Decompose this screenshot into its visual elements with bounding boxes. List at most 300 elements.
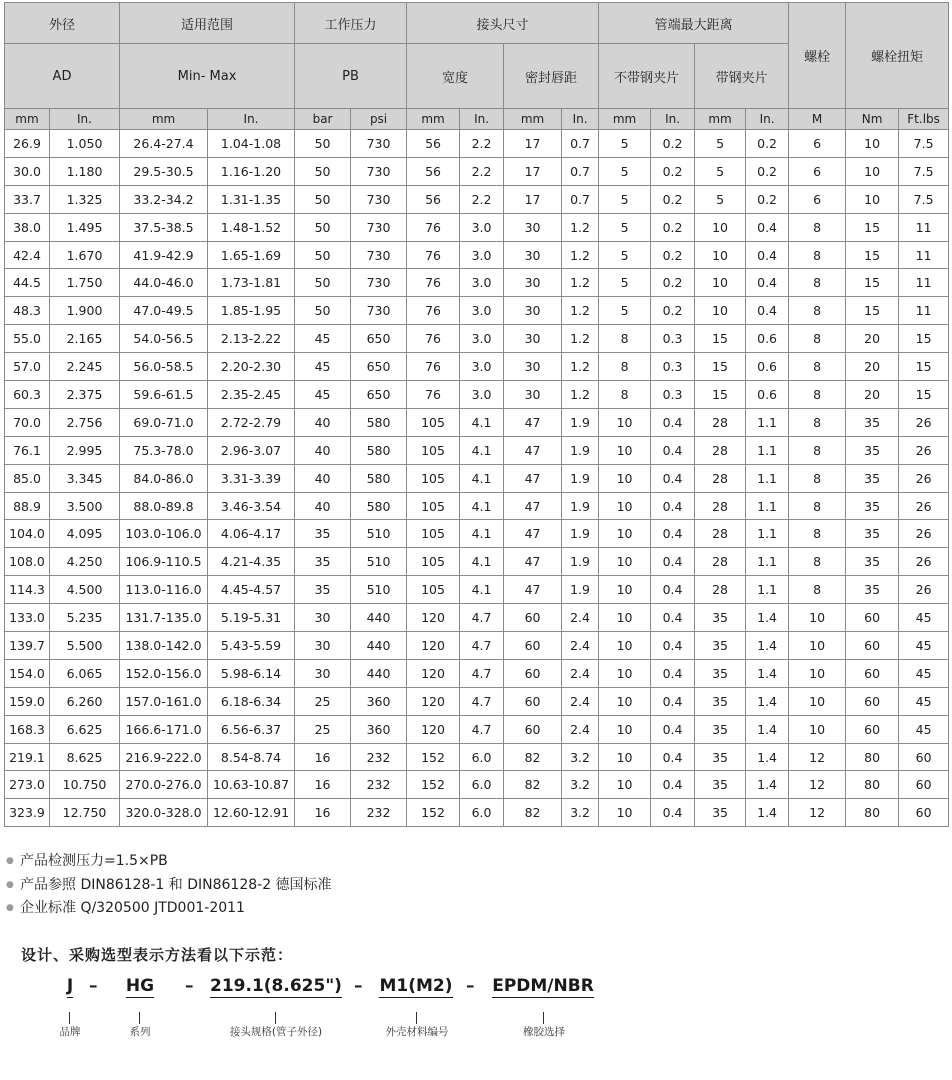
table-cell: 5 (599, 213, 651, 241)
table-cell: 47 (504, 464, 562, 492)
code-separator: – (354, 976, 363, 996)
table-cell: 4.45-4.57 (208, 576, 295, 604)
header-size: 接头尺寸 (407, 3, 599, 44)
table-cell: 60 (846, 687, 899, 715)
table-cell: 12.750 (50, 799, 120, 827)
table-cell: 273.0 (5, 771, 50, 799)
table-cell: 40 (295, 464, 351, 492)
table-cell: 0.4 (651, 659, 695, 687)
table-cell: 10 (789, 715, 846, 743)
table-cell: 323.9 (5, 799, 50, 827)
unit-header: mm (504, 109, 562, 130)
header-torque: 螺栓扭矩 (846, 3, 949, 109)
table-cell: 8.54-8.74 (208, 743, 295, 771)
table-cell: 6.0 (460, 743, 504, 771)
table-cell: 15 (695, 325, 746, 353)
table-cell: 0.4 (651, 632, 695, 660)
table-cell: 45 (899, 632, 949, 660)
table-cell: 1.9 (562, 464, 599, 492)
table-cell: 17 (504, 185, 562, 213)
spec-table (4, 2, 949, 827)
table-cell: 1.1 (746, 492, 789, 520)
table-cell: 15 (899, 381, 949, 409)
table-cell: 80 (846, 743, 899, 771)
table-cell: 60 (899, 771, 949, 799)
table-cell: 35 (846, 408, 899, 436)
table-cell: 5 (599, 185, 651, 213)
table-cell: 1.9 (562, 408, 599, 436)
table-cell: 26 (899, 576, 949, 604)
table-cell: 35 (846, 548, 899, 576)
table-cell: 8 (789, 297, 846, 325)
table-cell: 113.0-116.0 (120, 576, 208, 604)
pointer-tick (543, 1012, 544, 1024)
table-cell: 730 (351, 157, 407, 185)
table-cell: 0.3 (651, 353, 695, 381)
table-cell: 320.0-328.0 (120, 799, 208, 827)
table-cell: 5 (599, 241, 651, 269)
table-cell: 0.2 (651, 185, 695, 213)
table-cell: 8 (789, 408, 846, 436)
table-cell: 2.4 (562, 632, 599, 660)
table-cell: 1.1 (746, 464, 789, 492)
table-cell: 45 (295, 381, 351, 409)
note-item (6, 874, 332, 898)
ordering-code (0, 976, 952, 1046)
table-cell: 10.750 (50, 771, 120, 799)
table-cell: 440 (351, 632, 407, 660)
table-row (5, 381, 949, 409)
table-cell: 120 (407, 659, 460, 687)
table-cell: 219.1 (5, 743, 50, 771)
table-cell: 6 (789, 185, 846, 213)
table-cell: 216.9-222.0 (120, 743, 208, 771)
table-cell: 2.72-2.79 (208, 408, 295, 436)
table-cell: 10 (599, 464, 651, 492)
table-cell: 8 (789, 381, 846, 409)
table-cell: 3.0 (460, 269, 504, 297)
table-cell: 105 (407, 492, 460, 520)
table-cell: 0.2 (651, 269, 695, 297)
table-cell: 10 (599, 492, 651, 520)
table-cell: 1.9 (562, 576, 599, 604)
table-cell: 56 (407, 130, 460, 158)
table-cell: 8 (599, 325, 651, 353)
table-cell: 88.9 (5, 492, 50, 520)
table-cell: 2.96-3.07 (208, 436, 295, 464)
table-cell: 60 (504, 632, 562, 660)
table-cell: 35 (695, 604, 746, 632)
table-cell: 50 (295, 297, 351, 325)
table-cell: 55.0 (5, 325, 50, 353)
table-cell: 56.0-58.5 (120, 353, 208, 381)
table-cell: 650 (351, 381, 407, 409)
table-row (5, 464, 949, 492)
table-cell: 45 (295, 325, 351, 353)
table-cell: 4.1 (460, 492, 504, 520)
table-cell: 40 (295, 436, 351, 464)
table-cell: 3.0 (460, 353, 504, 381)
table-cell: 138.0-142.0 (120, 632, 208, 660)
table-cell: 35 (295, 548, 351, 576)
code-segment-series: HG (125, 976, 155, 996)
table-cell: 15 (899, 325, 949, 353)
table-cell: 1.325 (50, 185, 120, 213)
table-row (5, 520, 949, 548)
table-cell: 76 (407, 213, 460, 241)
table-cell: 33.2-34.2 (120, 185, 208, 213)
table-cell: 5.500 (50, 632, 120, 660)
table-cell: 5 (599, 157, 651, 185)
table-cell: 1.1 (746, 408, 789, 436)
header-pressure: 工作压力 (295, 3, 407, 44)
subheader-range: Min- Max (120, 44, 295, 109)
table-cell: 159.0 (5, 687, 50, 715)
table-cell: 1.050 (50, 130, 120, 158)
table-row (5, 157, 949, 185)
table-cell: 60 (846, 659, 899, 687)
table-cell: 3.0 (460, 297, 504, 325)
table-cell: 50 (295, 130, 351, 158)
table-cell: 28 (695, 520, 746, 548)
table-cell: 0.4 (651, 576, 695, 604)
table-cell: 59.6-61.5 (120, 381, 208, 409)
table-cell: 47 (504, 492, 562, 520)
table-row (5, 632, 949, 660)
table-cell: 10 (695, 297, 746, 325)
table-cell: 10 (695, 241, 746, 269)
table-cell: 30 (504, 325, 562, 353)
code-separator: – (466, 976, 475, 996)
table-cell: 1.85-1.95 (208, 297, 295, 325)
table-cell: 114.3 (5, 576, 50, 604)
table-cell: 28 (695, 436, 746, 464)
table-cell: 10 (599, 408, 651, 436)
table-cell: 28 (695, 464, 746, 492)
table-cell: 4.1 (460, 548, 504, 576)
table-row (5, 436, 949, 464)
table-cell: 232 (351, 799, 407, 827)
table-cell: 10 (599, 771, 651, 799)
note-text: 产品检测压力=1.5×PB (20, 853, 168, 869)
table-cell: 5 (695, 130, 746, 158)
table-cell: 35 (846, 464, 899, 492)
table-cell: 4.7 (460, 604, 504, 632)
table-cell: 26 (899, 436, 949, 464)
table-cell: 730 (351, 213, 407, 241)
table-cell: 8 (789, 576, 846, 604)
table-cell: 10 (599, 799, 651, 827)
table-cell: 2.375 (50, 381, 120, 409)
unit-header: bar (295, 109, 351, 130)
table-cell: 1.1 (746, 520, 789, 548)
table-cell: 38.0 (5, 213, 50, 241)
caption-series: 系列 (129, 1026, 151, 1038)
table-cell: 510 (351, 548, 407, 576)
table-cell: 1.2 (562, 353, 599, 381)
table-cell: 20 (846, 381, 899, 409)
table-cell: 0.7 (562, 130, 599, 158)
table-cell: 1.900 (50, 297, 120, 325)
table-cell: 6 (789, 130, 846, 158)
table-cell: 0.4 (651, 548, 695, 576)
table-row (5, 297, 949, 325)
table-cell: 60 (504, 715, 562, 743)
table-cell: 152.0-156.0 (120, 659, 208, 687)
table-cell: 30 (504, 241, 562, 269)
table-cell: 730 (351, 269, 407, 297)
table-cell: 60 (846, 604, 899, 632)
table-cell: 1.1 (746, 576, 789, 604)
table-cell: 1.9 (562, 492, 599, 520)
table-cell: 6.0 (460, 799, 504, 827)
table-cell: 60 (504, 659, 562, 687)
table-cell: 4.7 (460, 659, 504, 687)
table-cell: 1.9 (562, 520, 599, 548)
code-segment-material: M1(M2) (379, 976, 453, 996)
table-cell: 8 (789, 213, 846, 241)
table-cell: 35 (295, 520, 351, 548)
table-cell: 1.48-1.52 (208, 213, 295, 241)
unit-header: Nm (846, 109, 899, 130)
table-cell: 1.2 (562, 241, 599, 269)
subheader-od: AD (5, 44, 120, 109)
table-cell: 12 (789, 743, 846, 771)
table-cell: 3.0 (460, 381, 504, 409)
table-cell: 12 (789, 799, 846, 827)
table-cell: 270.0-276.0 (120, 771, 208, 799)
subheader-with-steel: 带钢夹片 (695, 44, 789, 109)
caption-brand: 品牌 (59, 1026, 81, 1038)
table-cell: 50 (295, 241, 351, 269)
table-cell: 0.4 (746, 213, 789, 241)
table-row (5, 548, 949, 576)
unit-header: In. (651, 109, 695, 130)
table-cell: 28 (695, 576, 746, 604)
table-cell: 70.0 (5, 408, 50, 436)
table-cell: 0.3 (651, 381, 695, 409)
table-cell: 47 (504, 576, 562, 604)
table-cell: 80 (846, 799, 899, 827)
table-cell: 120 (407, 687, 460, 715)
table-cell: 40 (295, 492, 351, 520)
table-cell: 26 (899, 464, 949, 492)
table-cell: 108.0 (5, 548, 50, 576)
table-cell: 6.625 (50, 715, 120, 743)
table-cell: 4.250 (50, 548, 120, 576)
table-cell: 2.165 (50, 325, 120, 353)
table-cell: 510 (351, 576, 407, 604)
table-cell: 26 (899, 548, 949, 576)
table-cell: 6.0 (460, 771, 504, 799)
table-cell: 26 (899, 408, 949, 436)
table-cell: 57.0 (5, 353, 50, 381)
table-cell: 1.4 (746, 659, 789, 687)
subheader-seal: 密封唇距 (504, 44, 599, 109)
table-cell: 4.7 (460, 715, 504, 743)
table-cell: 56 (407, 157, 460, 185)
table-cell: 26.4-27.4 (120, 130, 208, 158)
table-cell: 8 (789, 269, 846, 297)
table-cell: 139.7 (5, 632, 50, 660)
table-cell: 6.56-6.37 (208, 715, 295, 743)
table-cell: 4.1 (460, 576, 504, 604)
table-cell: 0.2 (746, 130, 789, 158)
table-cell: 17 (504, 130, 562, 158)
table-cell: 2.4 (562, 659, 599, 687)
table-cell: 1.9 (562, 436, 599, 464)
table-cell: 2.4 (562, 604, 599, 632)
bullet-icon: ● (6, 856, 14, 866)
table-cell: 0.2 (651, 130, 695, 158)
table-cell: 0.4 (651, 715, 695, 743)
table-cell: 580 (351, 436, 407, 464)
table-cell: 0.4 (651, 436, 695, 464)
table-cell: 42.4 (5, 241, 50, 269)
table-cell: 105 (407, 464, 460, 492)
table-cell: 2.13-2.22 (208, 325, 295, 353)
table-cell: 105 (407, 576, 460, 604)
unit-header: In. (460, 109, 504, 130)
table-cell: 15 (846, 297, 899, 325)
table-cell: 0.4 (651, 464, 695, 492)
unit-header: mm (695, 109, 746, 130)
table-cell: 10 (695, 269, 746, 297)
table-cell: 105 (407, 436, 460, 464)
table-cell: 6.065 (50, 659, 120, 687)
table-cell: 650 (351, 353, 407, 381)
table-cell: 105 (407, 520, 460, 548)
table-cell: 104.0 (5, 520, 50, 548)
table-cell: 76 (407, 353, 460, 381)
pointer-tick (275, 1012, 276, 1024)
table-cell: 3.0 (460, 241, 504, 269)
table-cell: 360 (351, 715, 407, 743)
table-cell: 232 (351, 743, 407, 771)
table-cell: 1.180 (50, 157, 120, 185)
table-cell: 0.3 (651, 325, 695, 353)
table-cell: 11 (899, 297, 949, 325)
unit-header: mm (120, 109, 208, 130)
table-cell: 26.9 (5, 130, 50, 158)
unit-header: Ft.lbs (899, 109, 949, 130)
table-cell: 45 (295, 353, 351, 381)
table-cell: 47 (504, 548, 562, 576)
table-cell: 10 (789, 632, 846, 660)
caption-material: 外壳材料编号 (385, 1026, 449, 1038)
unit-header: In. (208, 109, 295, 130)
table-cell: 10 (599, 576, 651, 604)
unit-header: mm (407, 109, 460, 130)
table-cell: 730 (351, 297, 407, 325)
table-cell: 8 (789, 464, 846, 492)
table-cell: 29.5-30.5 (120, 157, 208, 185)
code-segment-size: 219.1(8.625") (210, 976, 342, 996)
table-cell: 40 (295, 408, 351, 436)
table-cell: 4.1 (460, 464, 504, 492)
table-cell: 5 (599, 130, 651, 158)
table-cell: 45 (899, 604, 949, 632)
table-row (5, 604, 949, 632)
table-row (5, 715, 949, 743)
table-cell: 3.2 (562, 771, 599, 799)
table-cell: 30 (504, 269, 562, 297)
table-cell: 26 (899, 492, 949, 520)
table-cell: 11 (899, 241, 949, 269)
table-cell: 50 (295, 269, 351, 297)
caption-size: 接头规格(管子外径) (229, 1026, 323, 1038)
table-cell: 26 (899, 520, 949, 548)
table-row (5, 799, 949, 827)
table-cell: 76 (407, 269, 460, 297)
table-row (5, 185, 949, 213)
table-cell: 3.0 (460, 213, 504, 241)
table-cell: 35 (846, 576, 899, 604)
table-row (5, 576, 949, 604)
table-cell: 10 (599, 715, 651, 743)
note-text: 产品参照 DIN86128-1 和 DIN86128-2 德国标准 (20, 876, 332, 893)
table-cell: 82 (504, 771, 562, 799)
table-cell: 10 (599, 520, 651, 548)
table-cell: 440 (351, 604, 407, 632)
table-cell: 28 (695, 548, 746, 576)
table-cell: 1.2 (562, 325, 599, 353)
header-gap: 管端最大距离 (599, 3, 789, 44)
table-cell: 35 (695, 715, 746, 743)
table-cell: 1.2 (562, 381, 599, 409)
table-cell: 131.7-135.0 (120, 604, 208, 632)
table-cell: 60.3 (5, 381, 50, 409)
table-cell: 41.9-42.9 (120, 241, 208, 269)
table-cell: 10.63-10.87 (208, 771, 295, 799)
table-cell: 69.0-71.0 (120, 408, 208, 436)
table-cell: 1.4 (746, 771, 789, 799)
table-cell: 35 (695, 771, 746, 799)
table-cell: 1.1 (746, 436, 789, 464)
table-cell: 15 (846, 269, 899, 297)
table-cell: 1.2 (562, 297, 599, 325)
table-cell: 76 (407, 241, 460, 269)
table-cell: 0.2 (746, 185, 789, 213)
table-cell: 15 (899, 353, 949, 381)
table-cell: 5 (695, 157, 746, 185)
table-cell: 3.0 (460, 325, 504, 353)
table-cell: 0.6 (746, 325, 789, 353)
table-cell: 2.2 (460, 185, 504, 213)
table-row (5, 408, 949, 436)
table-cell: 15 (695, 353, 746, 381)
table-cell: 0.6 (746, 353, 789, 381)
table-cell: 1.4 (746, 743, 789, 771)
table-cell: 37.5-38.5 (120, 213, 208, 241)
table-cell: 2.245 (50, 353, 120, 381)
code-segment-rubber: EPDM/NBR (492, 976, 594, 996)
table-cell: 30 (295, 632, 351, 660)
table-cell: 60 (899, 799, 949, 827)
table-cell: 4.095 (50, 520, 120, 548)
table-cell: 7.5 (899, 185, 949, 213)
table-cell: 103.0-106.0 (120, 520, 208, 548)
table-cell: 35 (846, 492, 899, 520)
table-cell: 3.2 (562, 743, 599, 771)
table-cell: 0.2 (746, 157, 789, 185)
table-cell: 1.9 (562, 548, 599, 576)
table-cell: 10 (789, 687, 846, 715)
subheader-no-steel: 不带钢夹片 (599, 44, 695, 109)
table-cell: 60 (899, 743, 949, 771)
table-cell: 47 (504, 520, 562, 548)
table-cell: 28 (695, 408, 746, 436)
